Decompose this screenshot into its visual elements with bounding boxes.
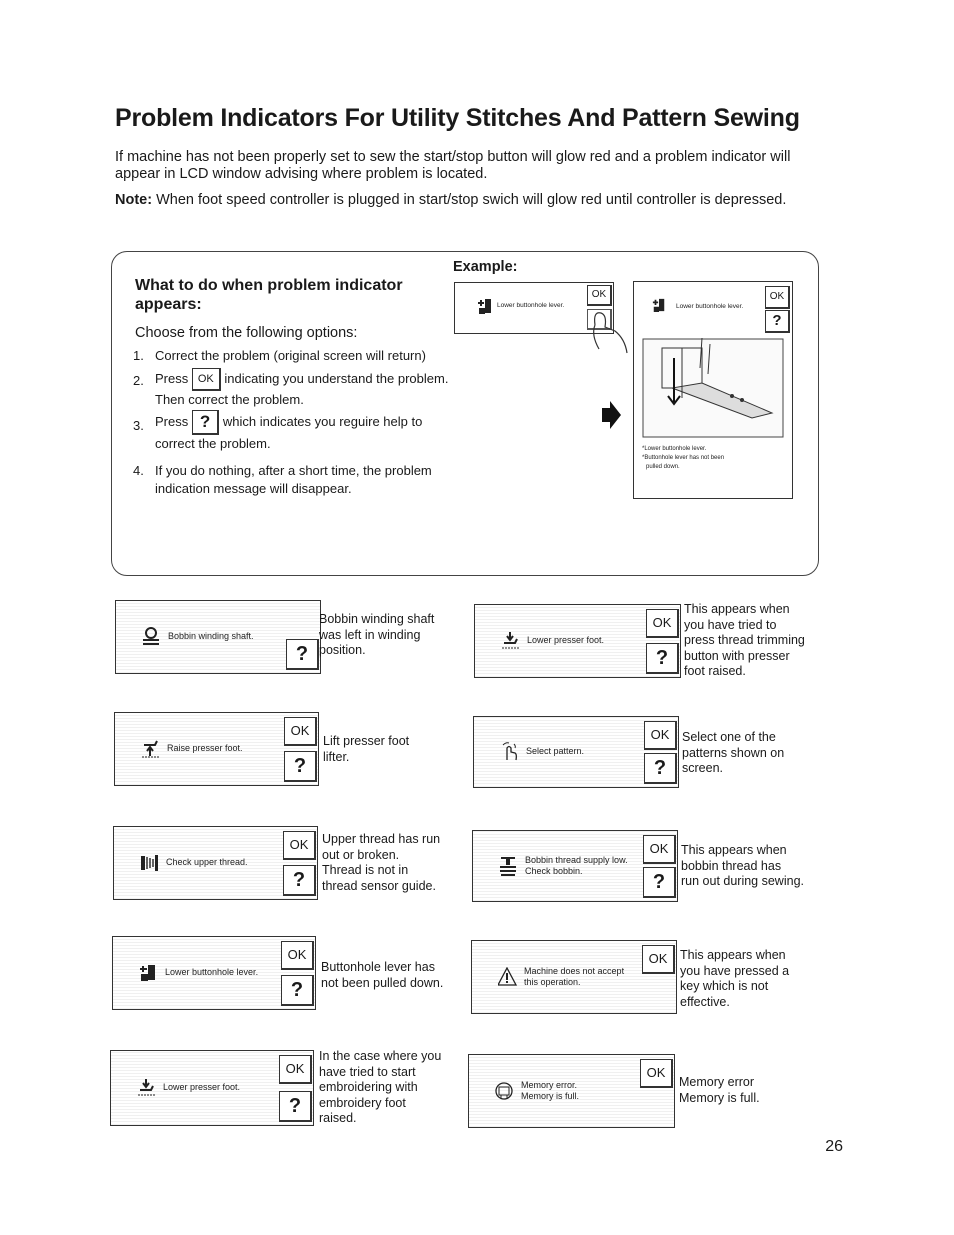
option-text: Press [155, 413, 189, 429]
option-text: If you do nothing, after a short time, the problem [155, 463, 432, 478]
page-title: Problem Indicators For Utility Stitches And Pattern Sewing [115, 104, 800, 132]
indicator-screen [114, 712, 319, 786]
option-number: 4. [133, 463, 144, 478]
bobbin-icon [499, 856, 519, 876]
description-line: Bobbin winding shaft [319, 612, 435, 626]
screen-message: Check upper thread. [166, 857, 248, 867]
screen-message: Check bobbin. [525, 866, 583, 876]
description-line: patterns shown on [682, 745, 785, 760]
ok-button[interactable]: OK [765, 286, 790, 309]
indicator-description [321, 960, 443, 991]
hand-pointer-icon [500, 742, 520, 762]
option-number: 3. [133, 418, 144, 433]
choose-text: Choose from the following options: [135, 325, 358, 341]
buttonhole-lever-icon [477, 297, 493, 315]
option-text: correct the problem. [155, 436, 271, 451]
arrow-right-icon [600, 400, 622, 430]
help-button[interactable]: ? [281, 975, 314, 1006]
ok-button[interactable]: OK [646, 609, 679, 638]
indicator-screen [474, 604, 681, 678]
description-line: out or broken. [322, 847, 400, 862]
option-4 [133, 463, 473, 499]
description-line: Thread is not in [322, 863, 409, 877]
screen-message: Bobbin thread supply low. [525, 855, 628, 865]
description-line: screen. [682, 761, 723, 775]
description-line: you have pressed a [680, 963, 790, 978]
description-line: Buttonhole lever has [321, 960, 435, 974]
indicator-screen [112, 936, 316, 1010]
screen-message: Memory error. [521, 1080, 578, 1090]
help-button[interactable]: ? [283, 865, 316, 896]
lower-presser-foot-icon [137, 1078, 157, 1098]
option-1 [133, 348, 463, 366]
screen-message: Raise presser foot. [167, 743, 243, 753]
description-line: This appears when [680, 948, 786, 962]
option-3 [133, 410, 473, 450]
bobbin-winder-icon [142, 627, 162, 647]
description-line: key which is not [680, 979, 769, 993]
description-line: you have tried to [684, 617, 777, 632]
indicator-description [319, 612, 434, 659]
indicator-description [323, 734, 409, 765]
screen-message: Lower presser foot. [527, 635, 605, 645]
indicator-screen [471, 940, 677, 1014]
description-line: Memory error [679, 1075, 755, 1089]
description-line: bobbin thread has [681, 858, 782, 873]
ok-button-inline: OK [192, 368, 221, 391]
indicator-description [679, 1075, 760, 1106]
indicator-screen [115, 600, 321, 674]
description-line: position. [319, 643, 366, 657]
note-label: Note: [115, 192, 153, 208]
indicator-screen [113, 826, 318, 900]
lower-presser-foot-icon [501, 631, 521, 651]
warning-icon [498, 967, 518, 987]
ok-button[interactable]: OK [284, 717, 317, 746]
note-text: When foot speed controller is plugged in start/stop swich will glow red until controller is depressed. [156, 192, 787, 208]
option-text: which indicates you reguire help to [222, 413, 423, 429]
description-line: was left in winding [319, 627, 421, 642]
help-button[interactable]: ? [765, 310, 790, 333]
screen-message: Machine does not accept [524, 966, 625, 976]
description-line: foot raised. [684, 664, 746, 678]
ok-button[interactable]: OK [640, 1059, 673, 1088]
description-line: In the case where you [319, 1049, 442, 1063]
buttonhole-lever-icon [652, 296, 666, 314]
example-screen-text: Lower buttonhole lever. [497, 302, 565, 309]
ok-button[interactable]: OK [643, 835, 676, 864]
description-line: Upper thread has run [322, 832, 441, 846]
description-line: embroidery foot [319, 1095, 406, 1110]
description-line: This appears when [681, 843, 787, 857]
example-detail-text: Lower buttonhole lever. [676, 303, 744, 310]
help-button[interactable]: ? [286, 639, 319, 670]
ok-button[interactable]: OK [587, 285, 612, 306]
panel-heading: What to do when problem indicator appears: [135, 277, 403, 313]
screen-message: Memory is full. [521, 1091, 580, 1101]
indicator-description [319, 1049, 441, 1127]
description-line: lifter. [323, 749, 350, 764]
description-line: embroidering with [319, 1080, 418, 1094]
note-block [115, 192, 805, 209]
ok-button[interactable]: OK [281, 941, 314, 970]
description-line: press thread trimming [684, 633, 805, 647]
ok-button[interactable]: OK [642, 945, 675, 974]
indicator-description [684, 602, 805, 680]
option-text: Then correct the problem. [155, 392, 304, 407]
description-line: run out during sewing. [681, 874, 804, 888]
option-text: Correct the problem (original screen will return) [155, 348, 426, 363]
example-caption-2: *Buttonhole lever has not been [642, 455, 725, 461]
buttonhole-lever-icon [139, 963, 159, 983]
help-button[interactable]: ? [643, 867, 676, 898]
ok-button[interactable]: OK [279, 1055, 312, 1084]
description-line: Memory is full. [679, 1090, 760, 1105]
option-text: indicating you understand the problem. [224, 370, 449, 386]
indicator-description [682, 730, 784, 777]
screen-message: Bobbin winding shaft. [168, 631, 254, 641]
raise-presser-foot-icon [141, 739, 161, 759]
help-button[interactable]: ? [646, 643, 679, 674]
indicator-screen [472, 830, 678, 902]
buttonhole-foot-illustration [642, 338, 784, 438]
example-label: Example: [453, 259, 518, 275]
indicator-screen [473, 716, 679, 788]
help-button[interactable]: ? [644, 753, 677, 784]
screen-message: this operation. [524, 977, 581, 987]
screen-message: Lower buttonhole lever. [165, 967, 259, 977]
description-line: Select one of the [682, 730, 776, 744]
help-button[interactable]: ? [279, 1091, 312, 1122]
description-line: have tried to start [319, 1064, 416, 1079]
option-number: 1. [133, 348, 144, 363]
option-text: Press [155, 370, 189, 386]
example-caption-1: *Lower buttonhole lever. [642, 446, 707, 452]
description-line: button with presser [684, 648, 790, 663]
pointing-finger-icon [585, 305, 630, 355]
option-2 [133, 368, 473, 408]
page-number: 26 [825, 1138, 843, 1155]
indicator-description [680, 948, 789, 1010]
ok-button[interactable]: OK [283, 831, 316, 860]
help-button[interactable]: ? [284, 751, 317, 782]
description-line: effective. [680, 994, 730, 1009]
screen-message: Select pattern. [526, 746, 585, 756]
description-line: Lift presser foot [323, 734, 410, 748]
indicator-screen [468, 1054, 675, 1128]
ok-button[interactable]: OK [644, 721, 677, 750]
intro-paragraph: If machine has not been properly set to sew the start/stop button will glow red and a problem indicator will appear in LCD window advising where problem is located. [115, 149, 791, 182]
description-line: raised. [319, 1111, 357, 1125]
thread-spool-icon [140, 853, 160, 873]
option-text: indication message will disappear. [155, 481, 352, 496]
memory-icon [495, 1081, 515, 1101]
option-number: 2. [133, 373, 144, 388]
description-line: not been pulled down. [321, 975, 444, 990]
help-button-inline: ? [192, 410, 219, 435]
indicator-screen [110, 1050, 314, 1126]
screen-message: Lower presser foot. [163, 1082, 241, 1092]
example-caption-3: pulled down. [646, 464, 680, 470]
description-line: thread sensor guide. [322, 878, 436, 893]
example-detail-screen [633, 281, 793, 499]
indicator-description [681, 843, 804, 890]
indicator-description [322, 832, 440, 894]
description-line: This appears when [684, 602, 790, 616]
